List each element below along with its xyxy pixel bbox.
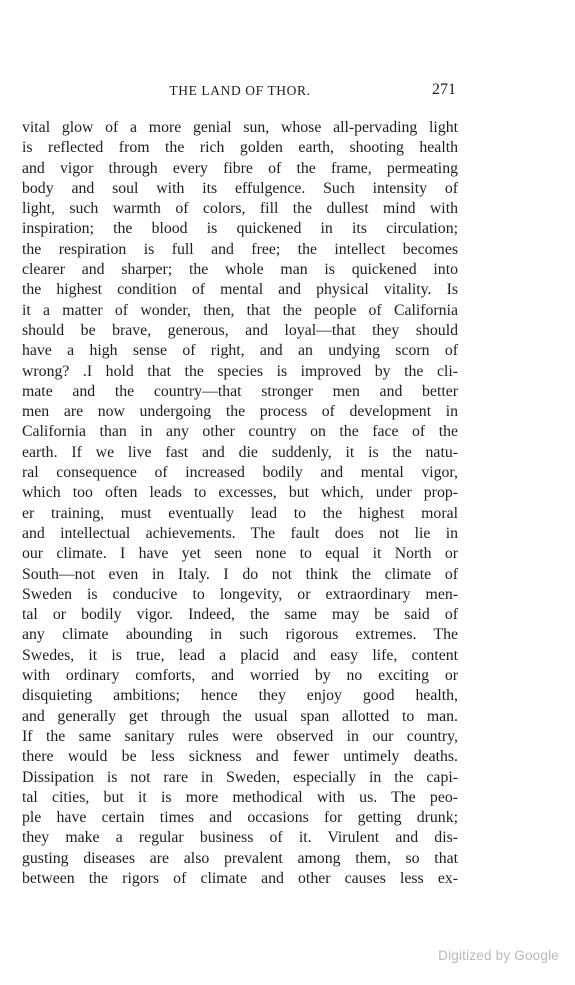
text-line: South—not even in Italy. I do not think the climate of [22,565,458,583]
text-line: earth. If we live fast and die suddenly, it is the natu- [22,443,458,461]
text-line: If the same sanitary rules were observed in our country, [22,727,458,745]
text-line: vital glow of a more genial sun, whose all-pervading light [22,119,458,136]
text-line: er training, must eventually lead to the highest moral [22,504,458,522]
text-line: mate and the country—that stronger men and better [22,382,458,400]
text-line: have a high sense of right, and an undying scorn of [22,342,458,360]
text-line: light, such warmth of colors, fill the dullest mind with [22,200,458,218]
text-line: should be brave, generous, and loyal—that they should [22,321,458,339]
text-line: Dissipation is not rare in Sweden, especially in the capi- [22,768,458,786]
text-line: ral consequence of increased bodily and mental vigor, [22,464,458,482]
body-text [22,118,458,889]
text-line: ple have certain times and occasions for getting drunk; [22,809,458,827]
text-line: body and soul with its effulgence. Such intensity of [22,179,458,197]
text-line: and intellectual achievements. The fault does not lie in [22,524,458,542]
running-title: THE LAND OF THOR. [169,83,311,98]
google-watermark: Digitized by Google [438,948,559,963]
text-line: inspiration; the blood is quickened in its circulation; [22,220,458,238]
text-line: the respiration is full and free; the intellect becomes [22,240,458,258]
text-line: Swedes, it is true, lead a placid and easy life, content [22,646,458,664]
text-line: there would be less sickness and fewer untimely deaths. [22,748,458,766]
text-line: gusting diseases are also prevalent among them, so that [22,849,458,867]
text-line: and generally get through the usual span allotted to man. [22,707,458,725]
text-line: disquieting ambitions; hence they enjoy good health, [22,687,458,705]
text-line: it a matter of wonder, then, that the people of California [22,301,458,319]
text-line: tal or bodily vigor. Indeed, the same may be said of [22,606,458,624]
page-number: 271 [432,81,456,98]
page-header [22,82,458,102]
text-line: with ordinary comforts, and worried by no exciting or [22,667,458,685]
text-line: Sweden is conducive to longevity, or extraordinary men- [22,585,458,603]
text-line: which too often leads to excesses, but which, under prop- [22,484,458,502]
text-line: they make a regular business of it. Virulent and dis- [22,829,458,847]
text-line: the highest condition of mental and physical vitality. Is [22,281,458,299]
text-line: men are now undergoing the process of development in [22,403,458,421]
text-line: any climate abounding in such rigorous extremes. The [22,626,458,644]
text-line: clearer and sharper; the whole man is quickened into [22,261,458,279]
text-line: our climate. I have yet seen none to equal it North or [22,545,458,563]
text-line: California than in any other country on the face of the [22,423,458,441]
text-line: and vigor through every fibre of the frame, permeating [22,159,458,177]
text-line: is reflected from the rich golden earth, shooting health [22,139,458,157]
text-line: tal cities, but it is more methodical with us. The peo- [22,788,458,806]
text-line: between the rigors of climate and other causes less ex- [22,869,458,887]
text-line: wrong? .I hold that the species is improved by the cli- [22,362,458,380]
